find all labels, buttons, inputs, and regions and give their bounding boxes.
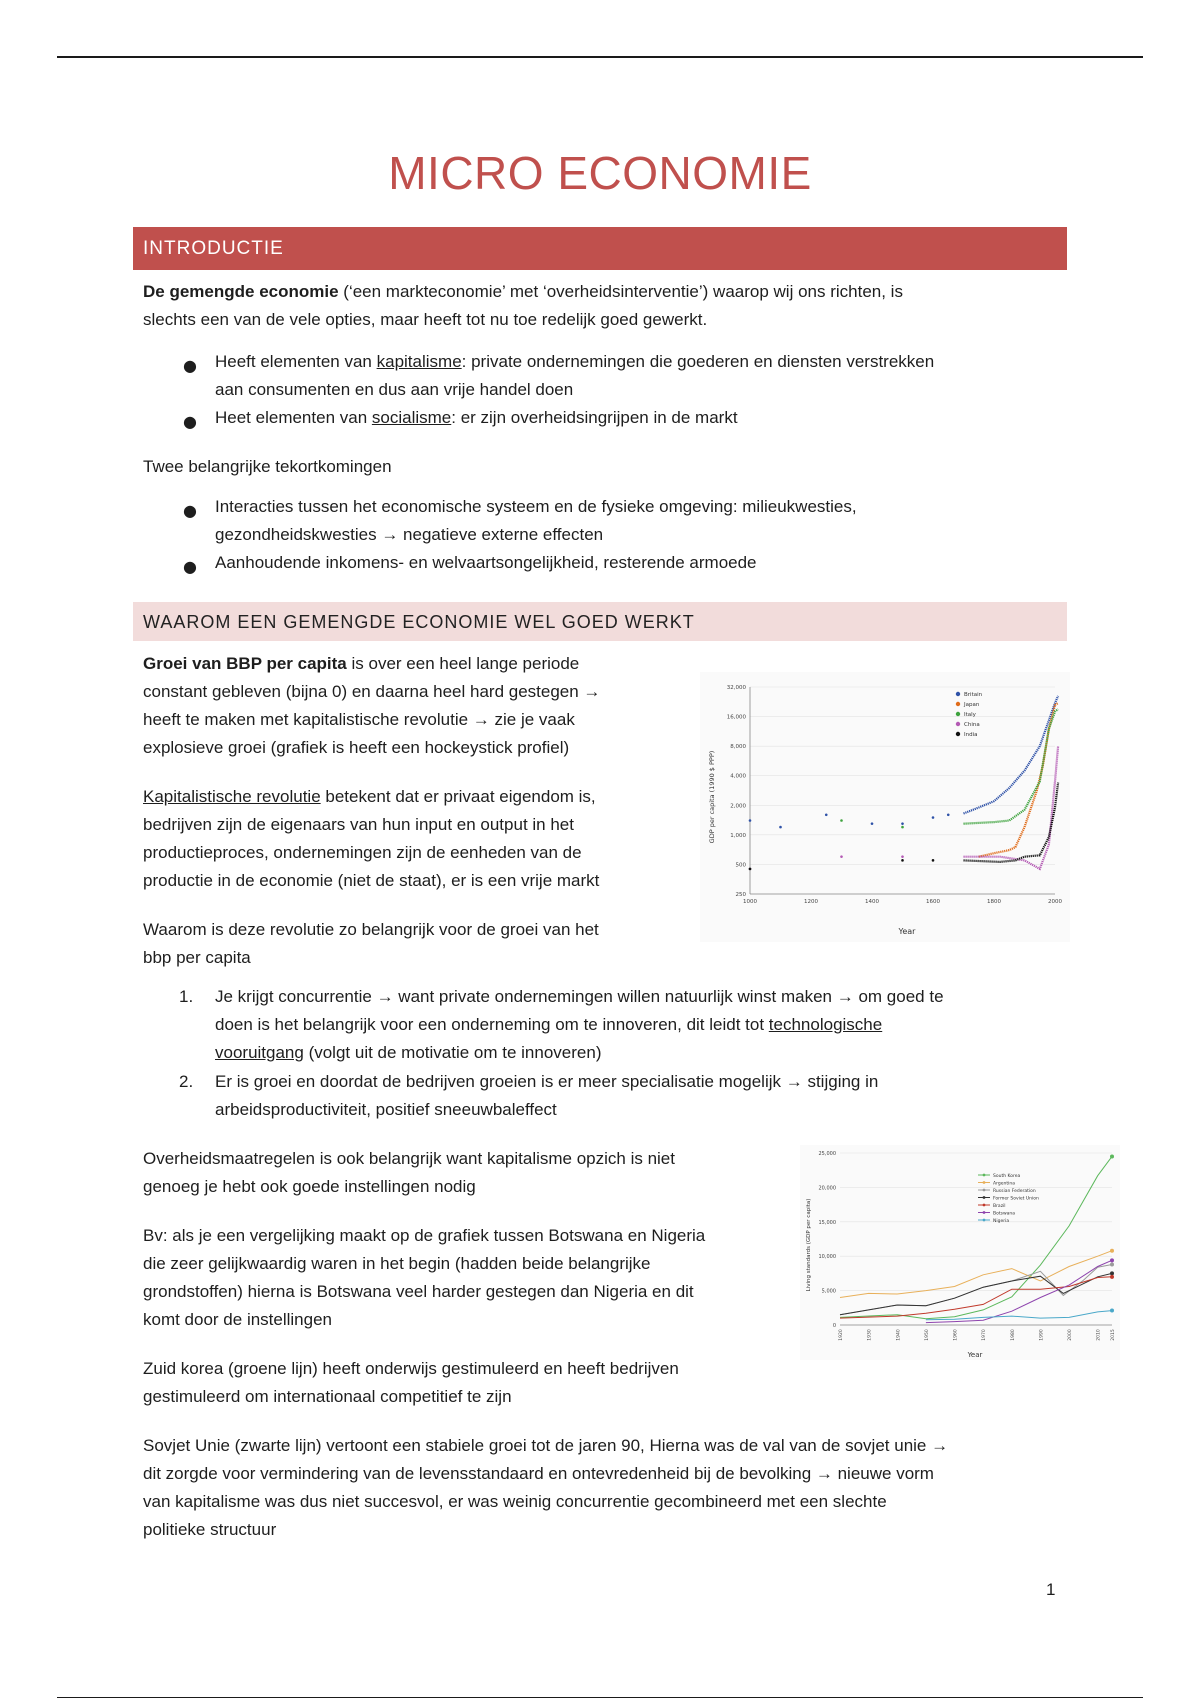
series-end-marker [1110, 1154, 1114, 1158]
list-item-interacties [215, 493, 857, 549]
x-tick-label: 2015 [1111, 1329, 1116, 1341]
y-tick-label: 2,000 [730, 803, 746, 810]
y-tick-label: 5,000 [821, 1288, 836, 1295]
text-line: productie in de economie (niet de staat), er is een vrije markt [143, 871, 600, 890]
gdp-per-capita-chart [700, 672, 1070, 942]
section-heading-gemengde-economie [133, 602, 1067, 641]
text-line: die zeer gelijkwaardig waren in het begin (hadden beide belangrijke [143, 1254, 651, 1273]
term-vooruitgang: vooruitgang [215, 1043, 304, 1062]
text-line: (volgt uit de motivatie om te innoveren) [303, 1043, 602, 1062]
term-kapitalisme: kapitalisme [376, 352, 462, 371]
x-tick-label: 2000 [1048, 899, 1062, 905]
text-line: Er is groei en doordat de bedrijven groeien is er meer specialisatie mogelijk → stijging in [215, 1072, 879, 1091]
legend-label: Russian Federation [993, 1188, 1036, 1194]
section-heading-label: WAAROM EEN GEMENGDE ECONOMIE WEL GOED WERKT [143, 612, 695, 632]
y-tick-label: 4,000 [730, 773, 746, 780]
legend-label: South Korea [993, 1173, 1021, 1179]
list-item-kapitalisme [215, 348, 934, 404]
text-line: genoeg je hebt ook goede instellingen nodig [143, 1177, 476, 1196]
text-line: bbp per capita [143, 948, 251, 967]
data-point [749, 819, 752, 822]
series-end-marker [1110, 1249, 1114, 1253]
legend-marker [983, 1181, 986, 1184]
text-line: Bv: als je een vergelijking maakt op de grafiek tussen Botswana en Nigeria [143, 1226, 706, 1245]
data-point [932, 816, 935, 819]
list-item-ongelijkheid: Aanhoudende inkomens- en welvaartsongelijkheid, resterende armoede [215, 553, 757, 572]
legend-label: Italy [964, 712, 976, 718]
text-line: slechts een van de vele opties, maar heeft tot nu toe redelijk goed gewerkt. [143, 310, 708, 329]
x-tick-label: 1950 [924, 1329, 930, 1341]
term-groei-bbp: Groei van BBP per capita [143, 654, 347, 673]
y-axis-label: Living standards (GDP per capita) [806, 1198, 812, 1292]
legend-label: Nigeria [993, 1218, 1010, 1224]
data-point [871, 822, 874, 825]
text-line: is over een heel lange periode [346, 654, 580, 673]
text-line: Waarom is deze revolutie zo belangrijk voor de groei van het [143, 920, 599, 939]
legend-marker [983, 1189, 986, 1192]
legend-marker [956, 712, 960, 716]
legend-label: Former Soviet Union [993, 1196, 1039, 1202]
term-kapitalistische-revolutie: Kapitalistische revolutie [143, 787, 321, 806]
text-line: aan consumenten en dus aan vrije handel doen [215, 380, 574, 399]
text-line: komt door de instellingen [143, 1310, 333, 1329]
bullet-icon: ● [183, 501, 197, 520]
series-end-marker [1110, 1271, 1114, 1275]
page-title: MICRO ECONOMIE [388, 147, 812, 199]
x-axis-label: Year [967, 1351, 983, 1359]
legend-marker [956, 732, 960, 736]
text-line: Sovjet Unie (zwarte lijn) vertoont een stabiele groei tot de jaren 90, Hierna was de val van de sovjet unie → [143, 1436, 949, 1455]
legend-marker [956, 692, 960, 696]
shortcomings-intro: Twee belangrijke tekortkomingen [143, 457, 392, 476]
top-rule [57, 56, 1143, 58]
x-tick-label: 1940 [896, 1329, 902, 1341]
data-point [825, 814, 828, 817]
x-tick-label: 1970 [982, 1329, 988, 1341]
y-axis-label: GDP per capita (1990 $ PPP) [708, 750, 716, 844]
legend-marker [983, 1196, 986, 1199]
paragraph-zuid-korea [143, 1355, 679, 1411]
legend-marker [983, 1219, 986, 1222]
bullet-icon: ● [183, 557, 197, 576]
paragraph-kapitalistische-revolutie [143, 783, 599, 895]
section-heading-introductie [133, 227, 1067, 270]
text-line: constant gebleven (bijna 0) en daarna heel hard gestegen → [143, 682, 601, 701]
legend-label: Botswana [993, 1211, 1015, 1217]
legend-marker [983, 1174, 986, 1177]
data-point [901, 855, 904, 858]
text-line: Heeft elementen van [215, 352, 377, 371]
text-line: grondstoffen) hierna is Botswana veel harder gestegen dan Nigeria en dit [143, 1282, 694, 1301]
x-axis-label: Year [898, 927, 916, 936]
text-line: bedrijven zijn de eigenaars van hun input en output in het [143, 815, 574, 834]
data-point [840, 819, 843, 822]
data-point [779, 826, 782, 829]
legend-label: Brazil [993, 1203, 1006, 1209]
paragraph-groei [143, 650, 600, 762]
text-line: politieke structuur [143, 1520, 277, 1539]
y-tick-label: 32,000 [726, 685, 746, 691]
text-line: : er zijn overheidsingrijpen in de markt [451, 408, 738, 427]
data-point [749, 868, 752, 871]
legend-label: India [964, 732, 978, 738]
term-gemengde-economie: De gemengde economie [143, 282, 339, 301]
term-socialisme: socialisme [371, 408, 452, 427]
term-technologische: technologische [768, 1015, 883, 1034]
legend-marker [956, 722, 960, 726]
series-end-marker [1110, 1258, 1114, 1262]
text-line: van kapitalisme was dus niet succesvol, er was weinig concurrentie gecombineerd met een slechte [143, 1492, 887, 1511]
x-tick-label: 2000 [1068, 1329, 1074, 1341]
list-number: 1. [179, 987, 194, 1006]
y-tick-label: 15,000 [818, 1219, 836, 1226]
legend-label: Britain [964, 692, 983, 698]
x-tick-label: 1200 [804, 899, 818, 905]
text-line: Je krijgt concurrentie → want private ondernemingen willen natuurlijk winst maken → om goed te [215, 987, 944, 1006]
paragraph-overheidsmaatregelen [143, 1145, 675, 1201]
data-point [932, 859, 935, 862]
numbered-item-concurrentie [215, 983, 944, 1067]
section-heading-label: INTRODUCTIE [143, 238, 284, 259]
data-point [901, 822, 904, 825]
paragraph-botswana-nigeria [143, 1222, 705, 1334]
list-number: 2. [179, 1072, 194, 1091]
y-tick-label: 250 [735, 892, 746, 898]
x-tick-label: 1920 [839, 1329, 844, 1341]
text-line: (‘een markteconomie’ met ‘overheidsinterventie’) waarop wij ons richten, is [338, 282, 903, 301]
text-line: Overheidsmaatregelen is ook belangrijk want kapitalisme opzich is niet [143, 1149, 675, 1168]
x-tick-label: 1400 [865, 899, 879, 905]
y-tick-label: 20,000 [818, 1185, 836, 1192]
y-tick-label: 8,000 [730, 744, 746, 751]
x-tick-label: 1800 [987, 899, 1001, 905]
legend-marker [983, 1204, 986, 1207]
page-number: 1 [1046, 1580, 1056, 1599]
y-tick-label: 500 [735, 862, 746, 869]
text-line: dit zorgde voor vermindering van de levensstandaard en ontevredenheid bij de bevolking → nieuwe vorm [143, 1464, 934, 1483]
text-line: heeft te maken met kapitalistische revolutie → zie je vaak [143, 710, 575, 729]
intro-paragraph [143, 278, 903, 334]
numbered-item-groei [215, 1068, 878, 1124]
bullet-icon: ● [183, 356, 197, 375]
legend-marker [983, 1211, 986, 1214]
series-end-marker [1110, 1309, 1114, 1313]
legend-label: China [964, 722, 980, 728]
paragraph-waarom [143, 916, 599, 972]
data-point [901, 826, 904, 829]
living-standards-chart [800, 1145, 1120, 1360]
text-line: Interacties tussen het economische systeem en de fysieke omgeving: milieukwesties, [215, 497, 857, 516]
text-line: betekent dat er privaat eigendom is, [320, 787, 596, 806]
y-tick-label: 0 [832, 1323, 836, 1329]
y-tick-label: 1,000 [730, 832, 746, 839]
x-tick-label: 1980 [1010, 1329, 1016, 1341]
chart-background [800, 1145, 1120, 1360]
text-line: Heet elementen van [215, 408, 372, 427]
text-line: gezondheidskwesties → negatieve externe effecten [215, 525, 604, 544]
x-tick-label: 1960 [953, 1329, 959, 1341]
x-tick-label: 1990 [1039, 1329, 1045, 1341]
paragraph-sovjet-unie [143, 1432, 948, 1544]
bottom-rule [57, 1697, 1143, 1698]
y-tick-label: 25,000 [818, 1151, 836, 1157]
y-tick-label: 16,000 [726, 714, 746, 721]
series-end-marker [1110, 1275, 1114, 1279]
text-line: gestimuleerd om internationaal competitief te zijn [143, 1387, 512, 1406]
data-point [901, 859, 904, 862]
data-point [947, 814, 950, 817]
bullet-icon: ● [183, 412, 197, 431]
list-item-socialisme [215, 404, 738, 432]
text-line: explosieve groei (grafiek is heeft een hockeystick profiel) [143, 738, 570, 757]
text-line: Zuid korea (groene lijn) heeft onderwijs gestimuleerd en heeft bedrijven [143, 1359, 679, 1378]
legend-label: Japan [964, 702, 980, 708]
x-tick-label: 1000 [743, 899, 757, 905]
text-line: : private ondernemingen die goederen en diensten verstrekken [461, 352, 935, 371]
x-tick-label: 1930 [867, 1329, 873, 1341]
text-line: productieproces, ondernemingen zijn de eenheden van de [143, 843, 582, 862]
series-end-marker [1110, 1262, 1114, 1266]
legend-marker [956, 702, 960, 706]
text-line: doen is het belangrijk voor een onderneming om te innoveren, dit leidt tot [215, 1015, 769, 1034]
data-point [840, 855, 843, 858]
x-tick-label: 1600 [926, 899, 940, 905]
text-line: arbeidsproductiviteit, positief sneeuwbaleffect [215, 1100, 557, 1119]
x-tick-label: 2010 [1096, 1329, 1102, 1341]
legend-label: Argentina [993, 1181, 1015, 1187]
y-tick-label: 10,000 [818, 1254, 836, 1261]
